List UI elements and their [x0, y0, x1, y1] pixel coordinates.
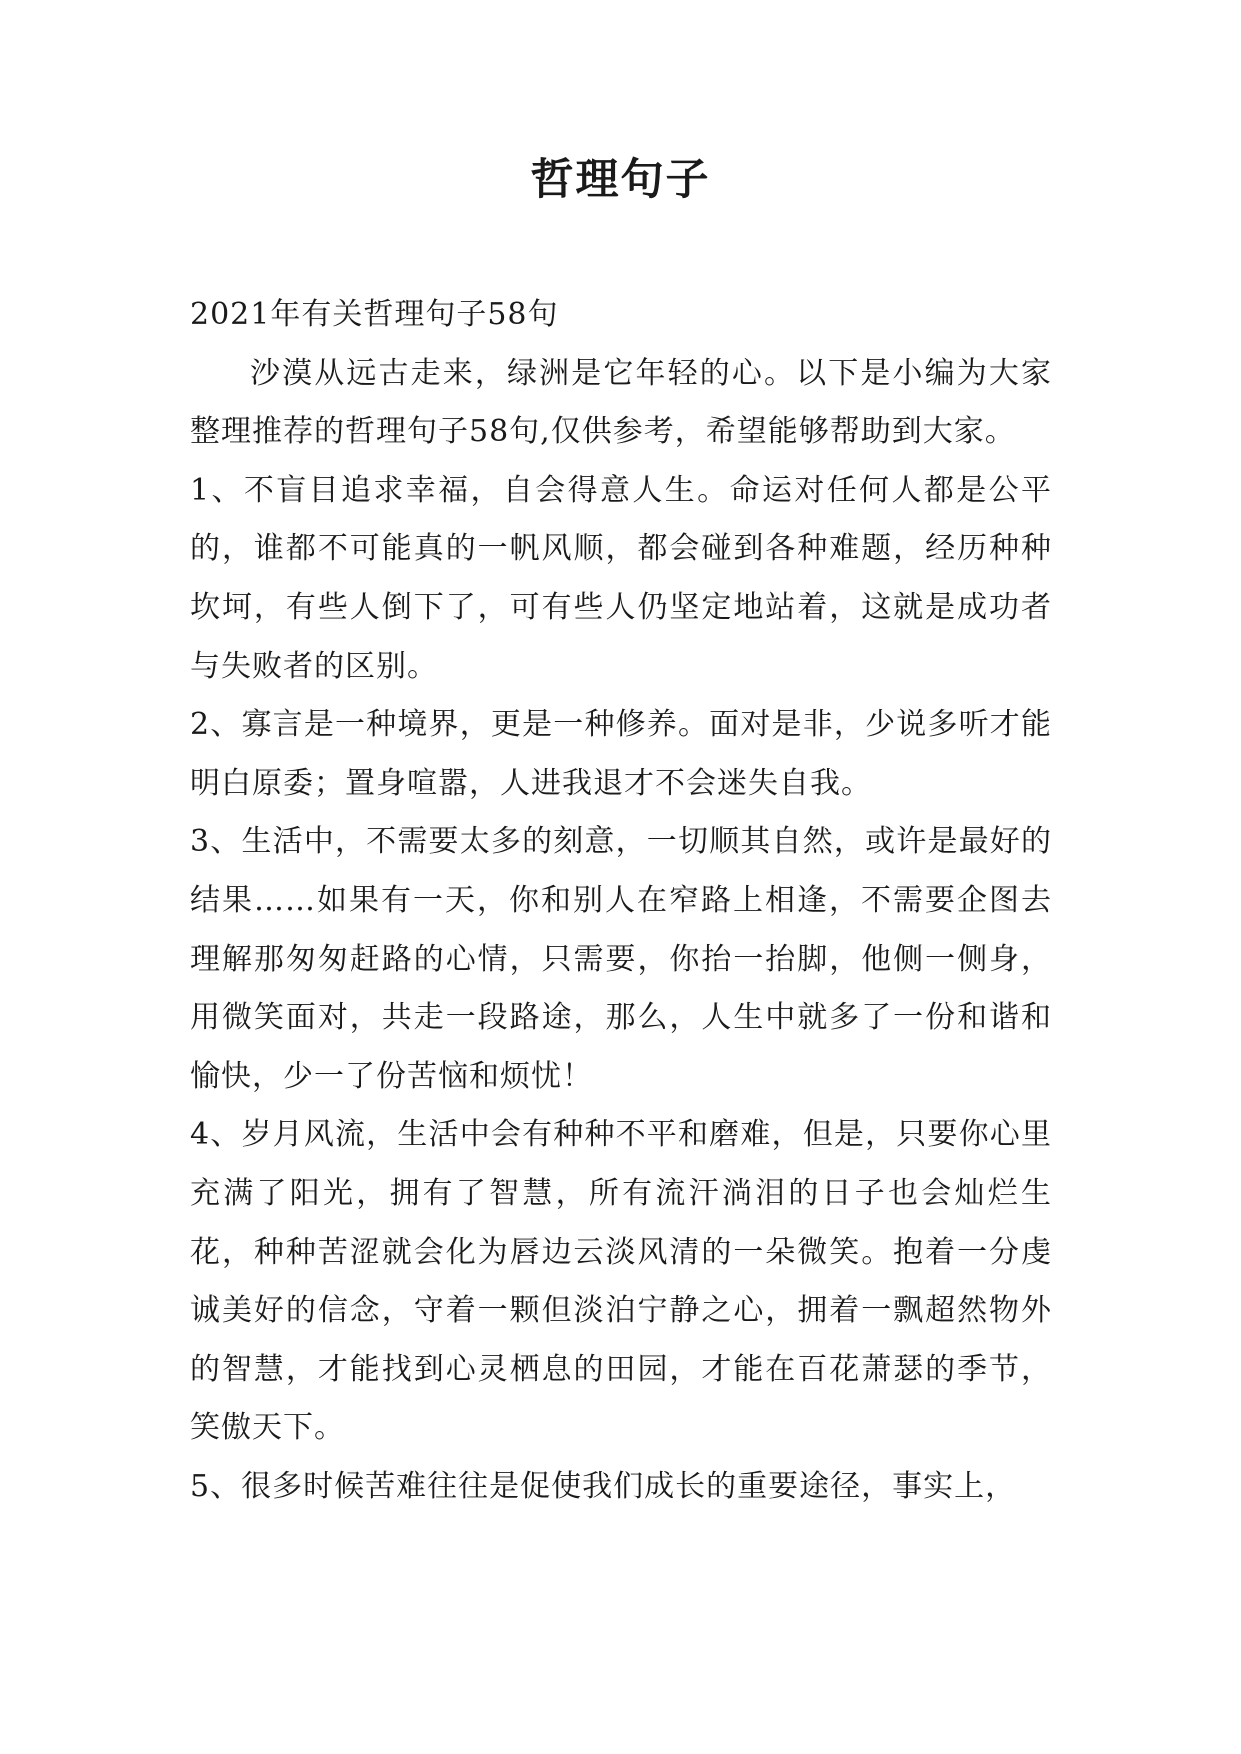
list-item: 3、生活中，不需要太多的刻意，一切顺其自然，或许是最好的结果……如果有一天，你和别人在窄路上相逢，不需要企图去理解那匆匆赶路的心情，只需要，你抬一抬脚，他侧一侧身，用微笑面对，共走一段路途，那么，人生中就多了一份和谐和愉快，少一了份苦恼和烦忧！ [190, 824, 1052, 1094]
document-body [190, 286, 1052, 1516]
intro-paragraph: 沙漠从远古走来，绿洲是它年轻的心。以下是小编为大家整理推荐的哲理句子58句,仅供参考，希望能够帮助到大家。 [190, 355, 1052, 450]
list-item: 2、寡言是一种境界，更是一种修养。面对是非，少说多听才能明白原委；置身喧嚣，人进我退才不会迷失自我。 [190, 707, 1052, 801]
document-subtitle: 2021年有关哲理句子58句 [190, 297, 559, 332]
list-item: 1、不盲目追求幸福，自会得意人生。命运对任何人都是公平的，谁都不可能真的一帆风顺，都会碰到各种难题，经历种种坎坷，有些人倒下了，可有些人仍坚定地站着，这就是成功者与失败者的区别。 [190, 472, 1052, 684]
list-item: 4、岁月风流，生活中会有种种不平和磨难，但是，只要你心里充满了阳光，拥有了智慧，所有流汗淌泪的日子也会灿烂生花，种种苦涩就会化为唇边云淡风清的一朵微笑。抱着一分虔诚美好的信念，守着一颗但淡泊宁静之心，拥着一飘超然物外的智慧，才能找到心灵栖息的田园，才能在百花萧瑟的季节，笑傲天下。 [190, 1117, 1052, 1446]
list-item: 5、很多时候苦难往往是促使我们成长的重要途径，事实上， [190, 1468, 1017, 1504]
document-title: 哲理句子 [530, 155, 711, 205]
